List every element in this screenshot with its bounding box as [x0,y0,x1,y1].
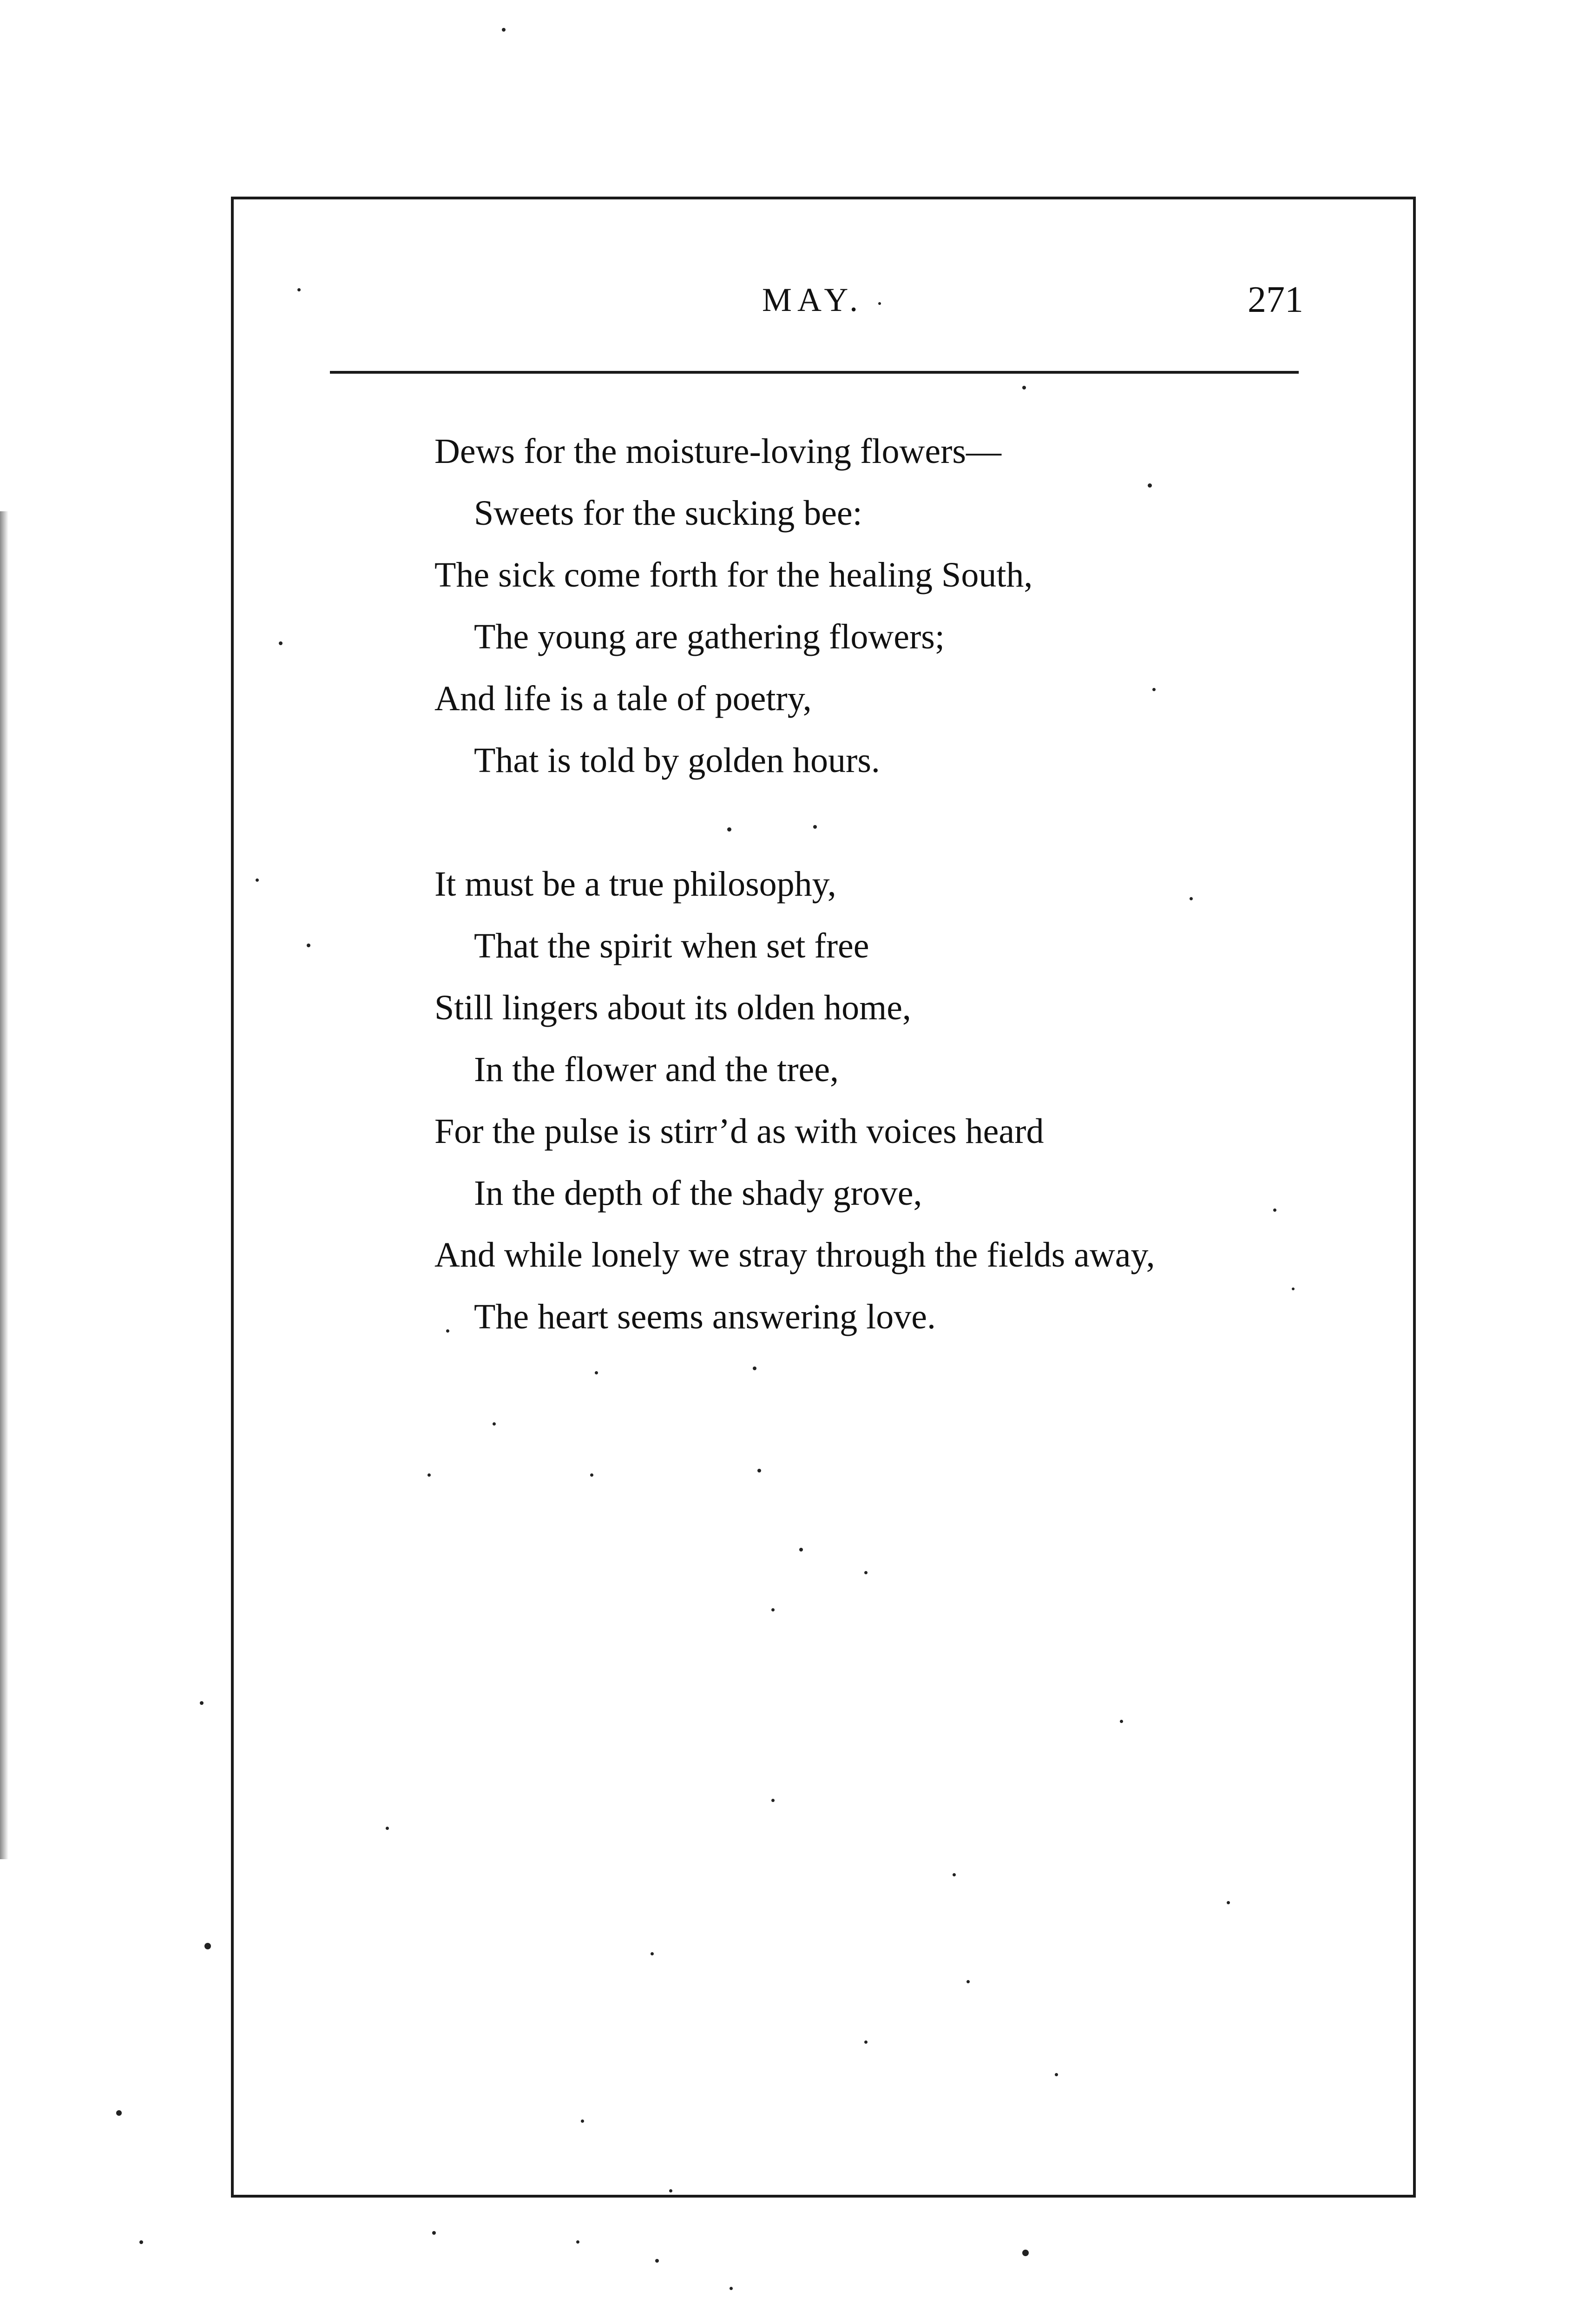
speck [432,2231,436,2235]
speck [139,2240,143,2244]
speck [493,1422,496,1426]
page-number: 271 [1248,279,1303,320]
speck [1190,897,1193,900]
speck [864,2040,868,2044]
speck [427,1473,431,1477]
running-head-title: MAY. [762,281,864,318]
speck [813,825,817,829]
speck [799,1548,803,1552]
header-rule [330,371,1299,374]
stanza-2 [434,853,1364,1348]
poem-line: That the spirit when set free [474,926,869,965]
poem-line: Still lingers about its olden home, [434,988,911,1027]
speck [753,1367,756,1370]
speck [581,2119,584,2123]
speck [1152,688,1156,691]
poem-line: In the flower and the tree, [474,1050,839,1089]
speck [878,302,881,305]
speck [966,1980,970,1983]
page-edge-shadow [0,511,8,1859]
speck [590,1473,593,1477]
speck [1022,2250,1029,2256]
speck [576,2240,579,2244]
speck [651,1952,654,1955]
speck [307,944,310,947]
speck [502,28,506,32]
poem-line: It must be a true philosophy, [434,865,836,904]
speck [446,1329,449,1333]
poem-line: The heart seems answering love. [474,1297,936,1336]
speck [1055,2073,1058,2076]
poem-line: The young are gathering flowers; [474,617,945,656]
speck [116,2110,122,2116]
speck [771,1608,775,1611]
speck [655,2259,659,2263]
poem-line: And while lonely we stray through the fields away, [434,1235,1155,1274]
speck [730,2287,733,2290]
speck [595,1371,598,1374]
poem-line: In the depth of the shady grove, [474,1174,922,1213]
speck [297,288,301,291]
stanza-1 [434,421,1364,792]
speck [669,2189,672,2192]
poem-line: And life is a tale of poetry, [434,679,812,718]
running-head [0,279,1591,321]
poem-body [434,421,1364,1348]
speck [1227,1901,1230,1904]
poem-line: That is told by golden hours. [474,741,880,780]
speck [386,1827,389,1830]
speck [771,1799,775,1802]
poem-line: Sweets for the sucking bee: [474,494,862,533]
speck [727,827,731,832]
speck [953,1873,956,1876]
speck [204,1943,211,1949]
speck [1148,483,1152,488]
speck [864,1571,868,1574]
speck [200,1701,204,1705]
speck [757,1469,761,1472]
speck [256,878,259,882]
poem-line: For the pulse is stirr’d as with voices heard [434,1112,1044,1151]
speck [1022,386,1026,390]
speck [1120,1720,1123,1723]
speck [1292,1287,1295,1290]
speck [1273,1208,1276,1212]
poem-line: The sick come forth for the healing South, [434,555,1033,594]
speck [279,641,283,645]
poem-line: Dews for the moisture-loving flowers— [434,432,1001,471]
